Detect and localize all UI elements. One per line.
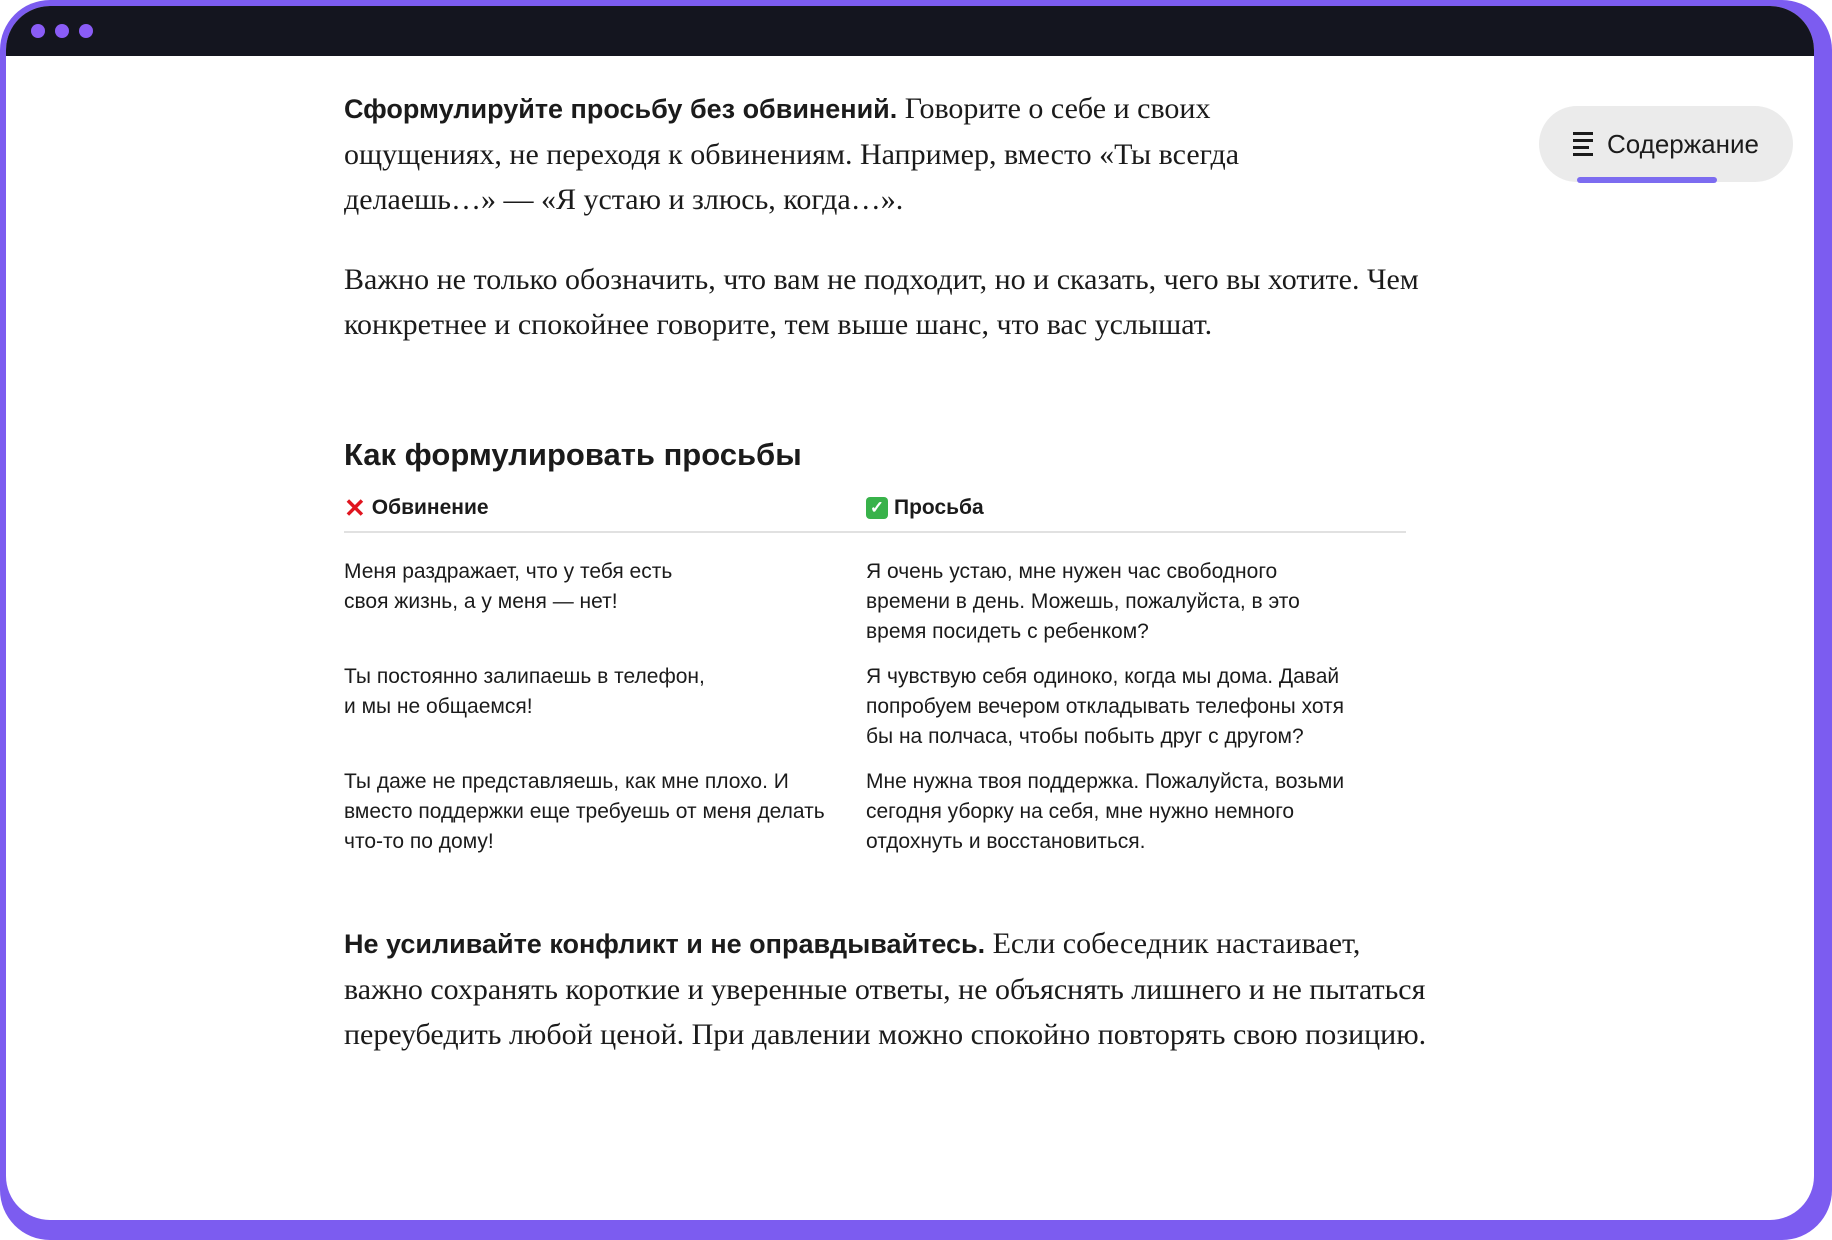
paragraph-wants: Важно не только обозначить, что вам не подходит, но и сказать, чего вы хотите. Чем конкретнее и спокойнее говорите, тем выше шанс, что вас услышат. bbox=[344, 263, 1419, 341]
header-accusation bbox=[344, 495, 866, 521]
paragraph-lead: Не усиливайте конфликт и не оправдывайтесь. bbox=[344, 929, 986, 959]
article-content bbox=[344, 86, 1434, 1057]
request-cell: Я чувствую себя одиноко, когда мы дома. Давай попробуем вечером откладывать телефоны хотя бы на полчаса, чтобы побыть друг с другом? bbox=[866, 665, 1345, 748]
check-mark-icon: ✓ bbox=[866, 497, 888, 519]
title-bar bbox=[6, 6, 1814, 56]
window-dot-icon[interactable] bbox=[79, 24, 93, 38]
list-icon bbox=[1573, 132, 1593, 156]
table-row bbox=[344, 557, 1406, 647]
window-dot-icon[interactable] bbox=[31, 24, 45, 38]
request-cell: Я очень устаю, мне нужен час свободного времени в день. Можешь, пожалуйста, в это время посидеть с ребенком? bbox=[866, 560, 1300, 643]
table-of-contents-button[interactable] bbox=[1539, 106, 1793, 182]
accusation-cell: Ты постоянно залипаешь в телефон, и мы не общаемся! bbox=[344, 665, 705, 718]
table-header bbox=[344, 495, 1406, 533]
browser-window bbox=[6, 6, 1814, 1220]
paragraph-request bbox=[344, 86, 1364, 222]
paragraph-text: Говорите о себе и своих ощущениях, не переходя к обвинениям. Например, вместо «Ты всегда делаешь…» — «Я устаю и злюсь, когда…». bbox=[344, 92, 1240, 216]
accusation-cell: Ты даже не представляешь, как мне плохо. И вместо поддержки еще требуешь от меня делать что-то по дому! bbox=[344, 770, 825, 853]
header-label: Просьба bbox=[894, 496, 984, 519]
request-cell: Мне нужна твоя поддержка. Пожалуйста, возьми сегодня уборку на себя, мне нужно немного отдохнуть и восстановиться. bbox=[866, 770, 1345, 853]
header-label: Обвинение bbox=[371, 496, 489, 519]
table-row bbox=[344, 767, 1406, 857]
paragraph-text: Если собеседник настаивает, важно сохранять короткие и уверенные ответы, не объяснять лишнего и не пытаться переубедить любой ценой. При давлении можно спокойно повторять свою позицию. bbox=[344, 927, 1427, 1051]
cross-mark-icon: ✕ bbox=[344, 493, 366, 523]
accusation-cell: Меня раздражает, что у тебя есть своя жизнь, а у меня — нет! bbox=[344, 560, 673, 613]
table-row bbox=[344, 662, 1406, 752]
paragraph-conflict bbox=[344, 921, 1434, 1057]
reading-progress-indicator bbox=[1577, 177, 1717, 183]
comparison-table bbox=[344, 495, 1406, 857]
header-request bbox=[866, 495, 1406, 521]
toc-label: Содержание bbox=[1607, 128, 1759, 159]
paragraph-lead: Сформулируйте просьбу без обвинений. bbox=[344, 94, 898, 124]
table-title: Как формулировать просьбы bbox=[344, 437, 802, 472]
window-dot-icon[interactable] bbox=[55, 24, 69, 38]
